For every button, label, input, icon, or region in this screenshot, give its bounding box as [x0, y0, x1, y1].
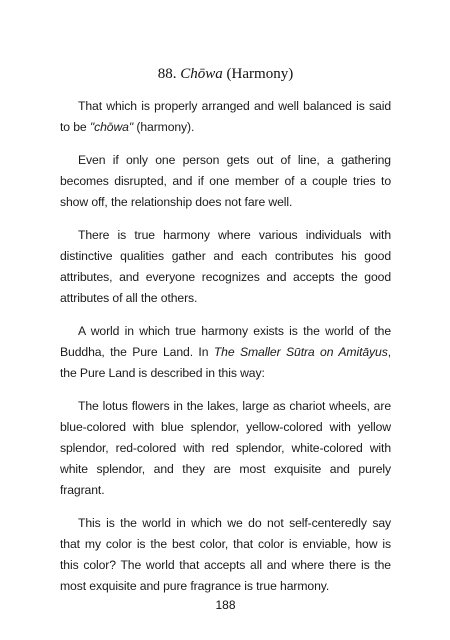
- text-segment: There is true harmony where various individuals with distinctive qualities gather and each contributes his good attributes, and everyone recognizes and accepts the good attributes of all the others.: [60, 228, 391, 305]
- chapter-translation: (Harmony): [226, 66, 294, 82]
- body-paragraph: [60, 396, 391, 501]
- body-paragraph: [60, 321, 391, 384]
- text-segment: This is the world in which we do not self-centeredly say that my color is the best color, that color is enviable, how is this color? The world that accepts all and where there is the most exquisite and pure fragrance is true harmony.: [60, 516, 391, 593]
- italic-text: "chōwa": [89, 120, 134, 134]
- text-segment: The lotus flowers in the lakes, large as chariot wheels, are blue-colored with blue splendor, yellow-colored with yellow splendor, red-colored with red splendor, white-colored with white splendor, and they are most exquisite and purely fragrant.: [60, 399, 391, 497]
- text-segment: , the Pure Land is described in this way:: [60, 345, 391, 380]
- chapter-body: [60, 96, 391, 609]
- chapter-title: [60, 64, 391, 84]
- text-segment: Even if only one person gets out of line, a gathering becomes disrupted, and if one member of a couple tries to show off, the relationship does not fare well.: [60, 153, 391, 209]
- book-page: [60, 0, 391, 640]
- text-segment: That which is properly arranged and well balanced is said to be: [60, 99, 391, 134]
- italic-text: The Smaller Sūtra on Amitāyus: [213, 345, 388, 359]
- page-number: 188: [215, 598, 236, 612]
- chapter-number: 88.: [157, 66, 177, 82]
- body-paragraph: [60, 225, 391, 309]
- text-segment: A world in which true harmony exists is the world of the Buddha, the Pure Land. In: [60, 324, 391, 359]
- body-paragraph: [60, 513, 391, 597]
- chapter-term: Chōwa: [180, 66, 223, 82]
- body-paragraph: [60, 150, 391, 213]
- body-paragraph: [60, 96, 391, 138]
- text-segment: (harmony).: [133, 120, 195, 134]
